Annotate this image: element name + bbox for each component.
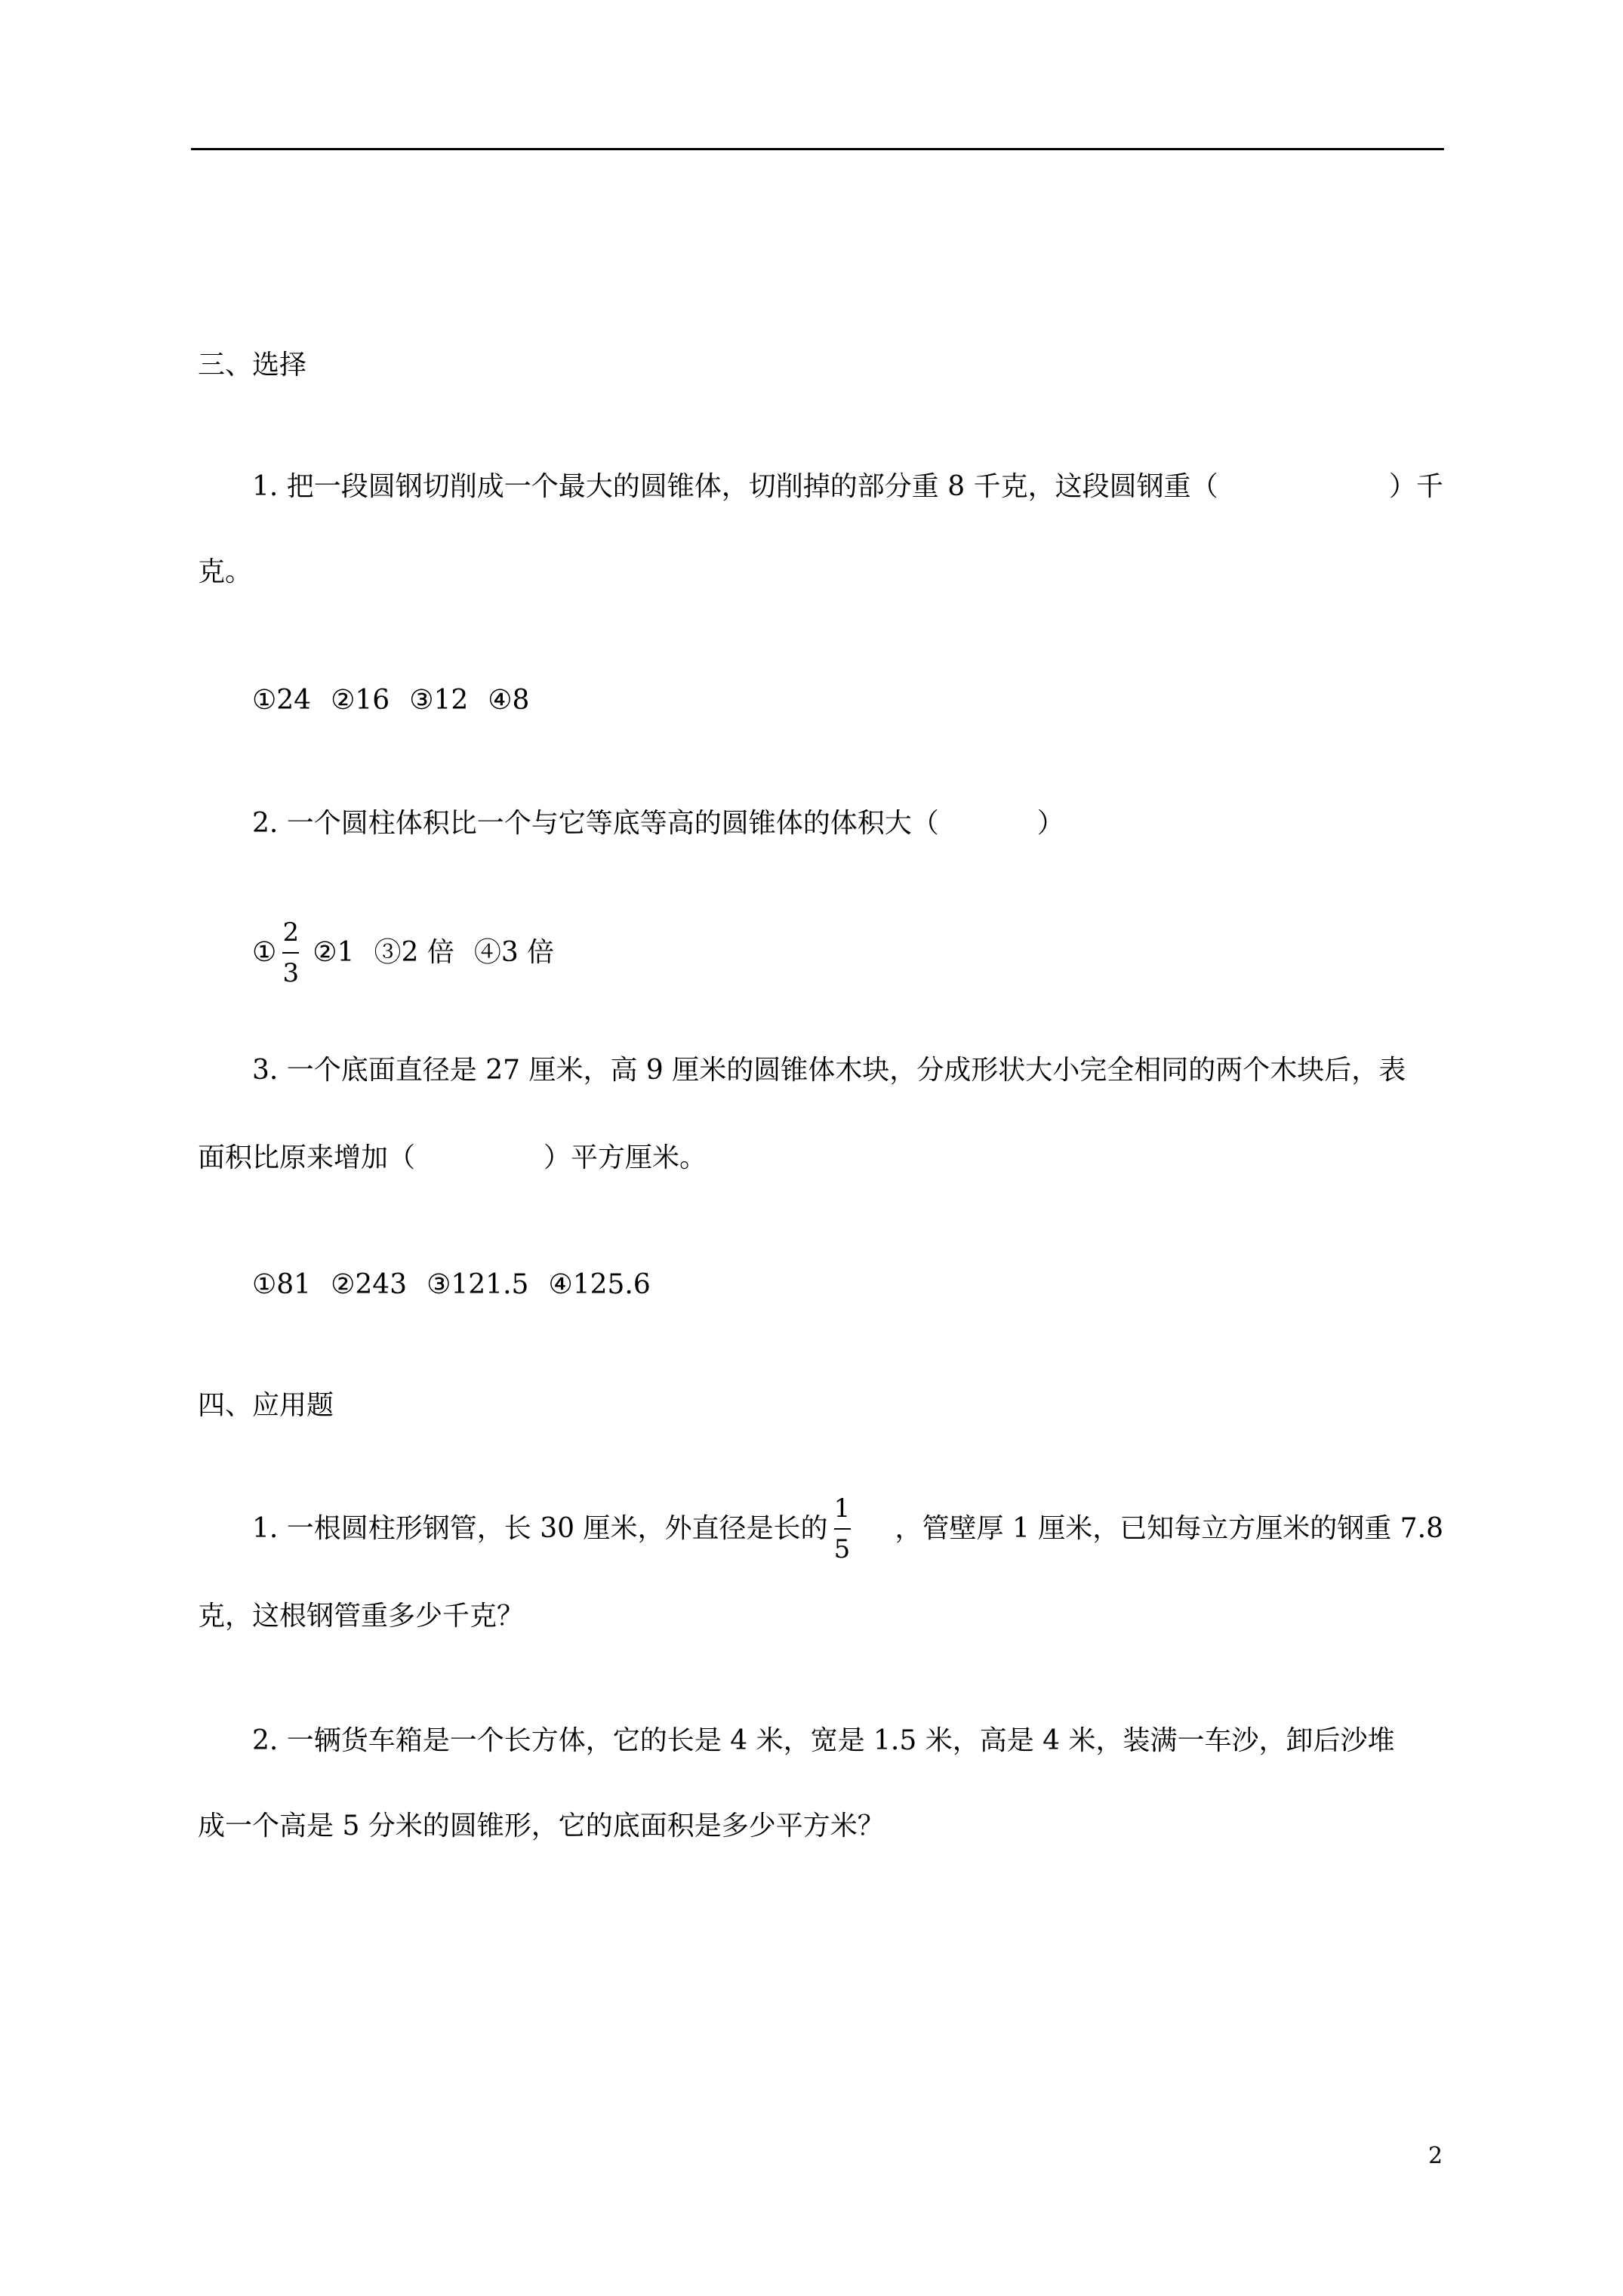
fraction-bar [282, 952, 299, 954]
question-3-options [252, 1267, 670, 1303]
question-1-line-1 [252, 469, 1443, 505]
option: ③12 [409, 685, 469, 716]
fraction-bar [834, 1528, 851, 1530]
application-1-left [252, 1493, 857, 1564]
question-3-line-1: 3. 一个底面直径是 27 厘米，高 9 厘米的圆锥体木块，分成形状大小完全相同的两个木块后，表 [252, 1055, 1406, 1086]
header-rule [191, 148, 1444, 150]
option: ③2 倍 [374, 937, 454, 968]
question-2-text: 2. 一个圆柱体积比一个与它等底等高的圆锥体的体积大（ [252, 808, 939, 839]
option: ④125.6 [548, 1269, 651, 1300]
option: ②1 [313, 937, 355, 968]
application-1-line-1 [252, 1491, 1443, 1567]
application-2-line-2: 成一个高是 5 分米的圆锥形，它的底面积是多少平方米？ [198, 1811, 885, 1841]
section-heading-choice: 三、选择 [198, 350, 307, 381]
question-3-text-tail: ）平方厘米。 [544, 1142, 707, 1173]
page-number: 2 [1428, 2143, 1443, 2169]
option: ①24 [252, 685, 312, 716]
question-2-options [252, 915, 574, 991]
option: ③121.5 [427, 1269, 529, 1300]
application-1-line-2: 克，这根钢管重多少千克？ [198, 1601, 525, 1632]
fraction-numerator: 1 [833, 1493, 851, 1524]
section-heading-application: 四、应用题 [198, 1390, 334, 1421]
question-1-text-tail: ）千 [1388, 471, 1443, 502]
question-3-line-2 [198, 1140, 707, 1176]
application-2-line-1: 2. 一辆货车箱是一个长方体，它的长是 4 米，宽是 1.5 米，高是 4 米，装满一车沙，卸后沙堆 [252, 1725, 1395, 1756]
fraction-two-thirds [282, 917, 299, 988]
application-1-text: 1. 一根圆柱形钢管，长 30 厘米，外直径是长的 [252, 1513, 828, 1544]
option: ②243 [331, 1269, 408, 1300]
fraction-denominator: 3 [282, 958, 300, 988]
fraction-one-fifth [834, 1493, 851, 1564]
question-2-text-tail: ） [1036, 808, 1064, 839]
option: ④8 [488, 685, 530, 716]
fraction-denominator: 5 [833, 1534, 851, 1564]
question-1-options [252, 683, 549, 719]
question-2-line [252, 806, 1064, 842]
option: ④3 倍 [473, 937, 555, 968]
option-prefix: ① [252, 937, 277, 968]
option: ①81 [252, 1269, 312, 1300]
question-1-text: 1. 把一段圆钢切削成一个最大的圆锥体，切削掉的部分重 8 千克，这段圆钢重（ [252, 471, 1218, 502]
fraction-numerator: 2 [282, 917, 300, 948]
application-1-text-tail: ，管壁厚 1 厘米，已知每立方厘米的钢重 7.8 [895, 1513, 1443, 1544]
question-3-text: 面积比原来增加（ [198, 1142, 416, 1173]
option: ②16 [331, 685, 390, 716]
question-1-line-2: 克。 [198, 556, 253, 587]
